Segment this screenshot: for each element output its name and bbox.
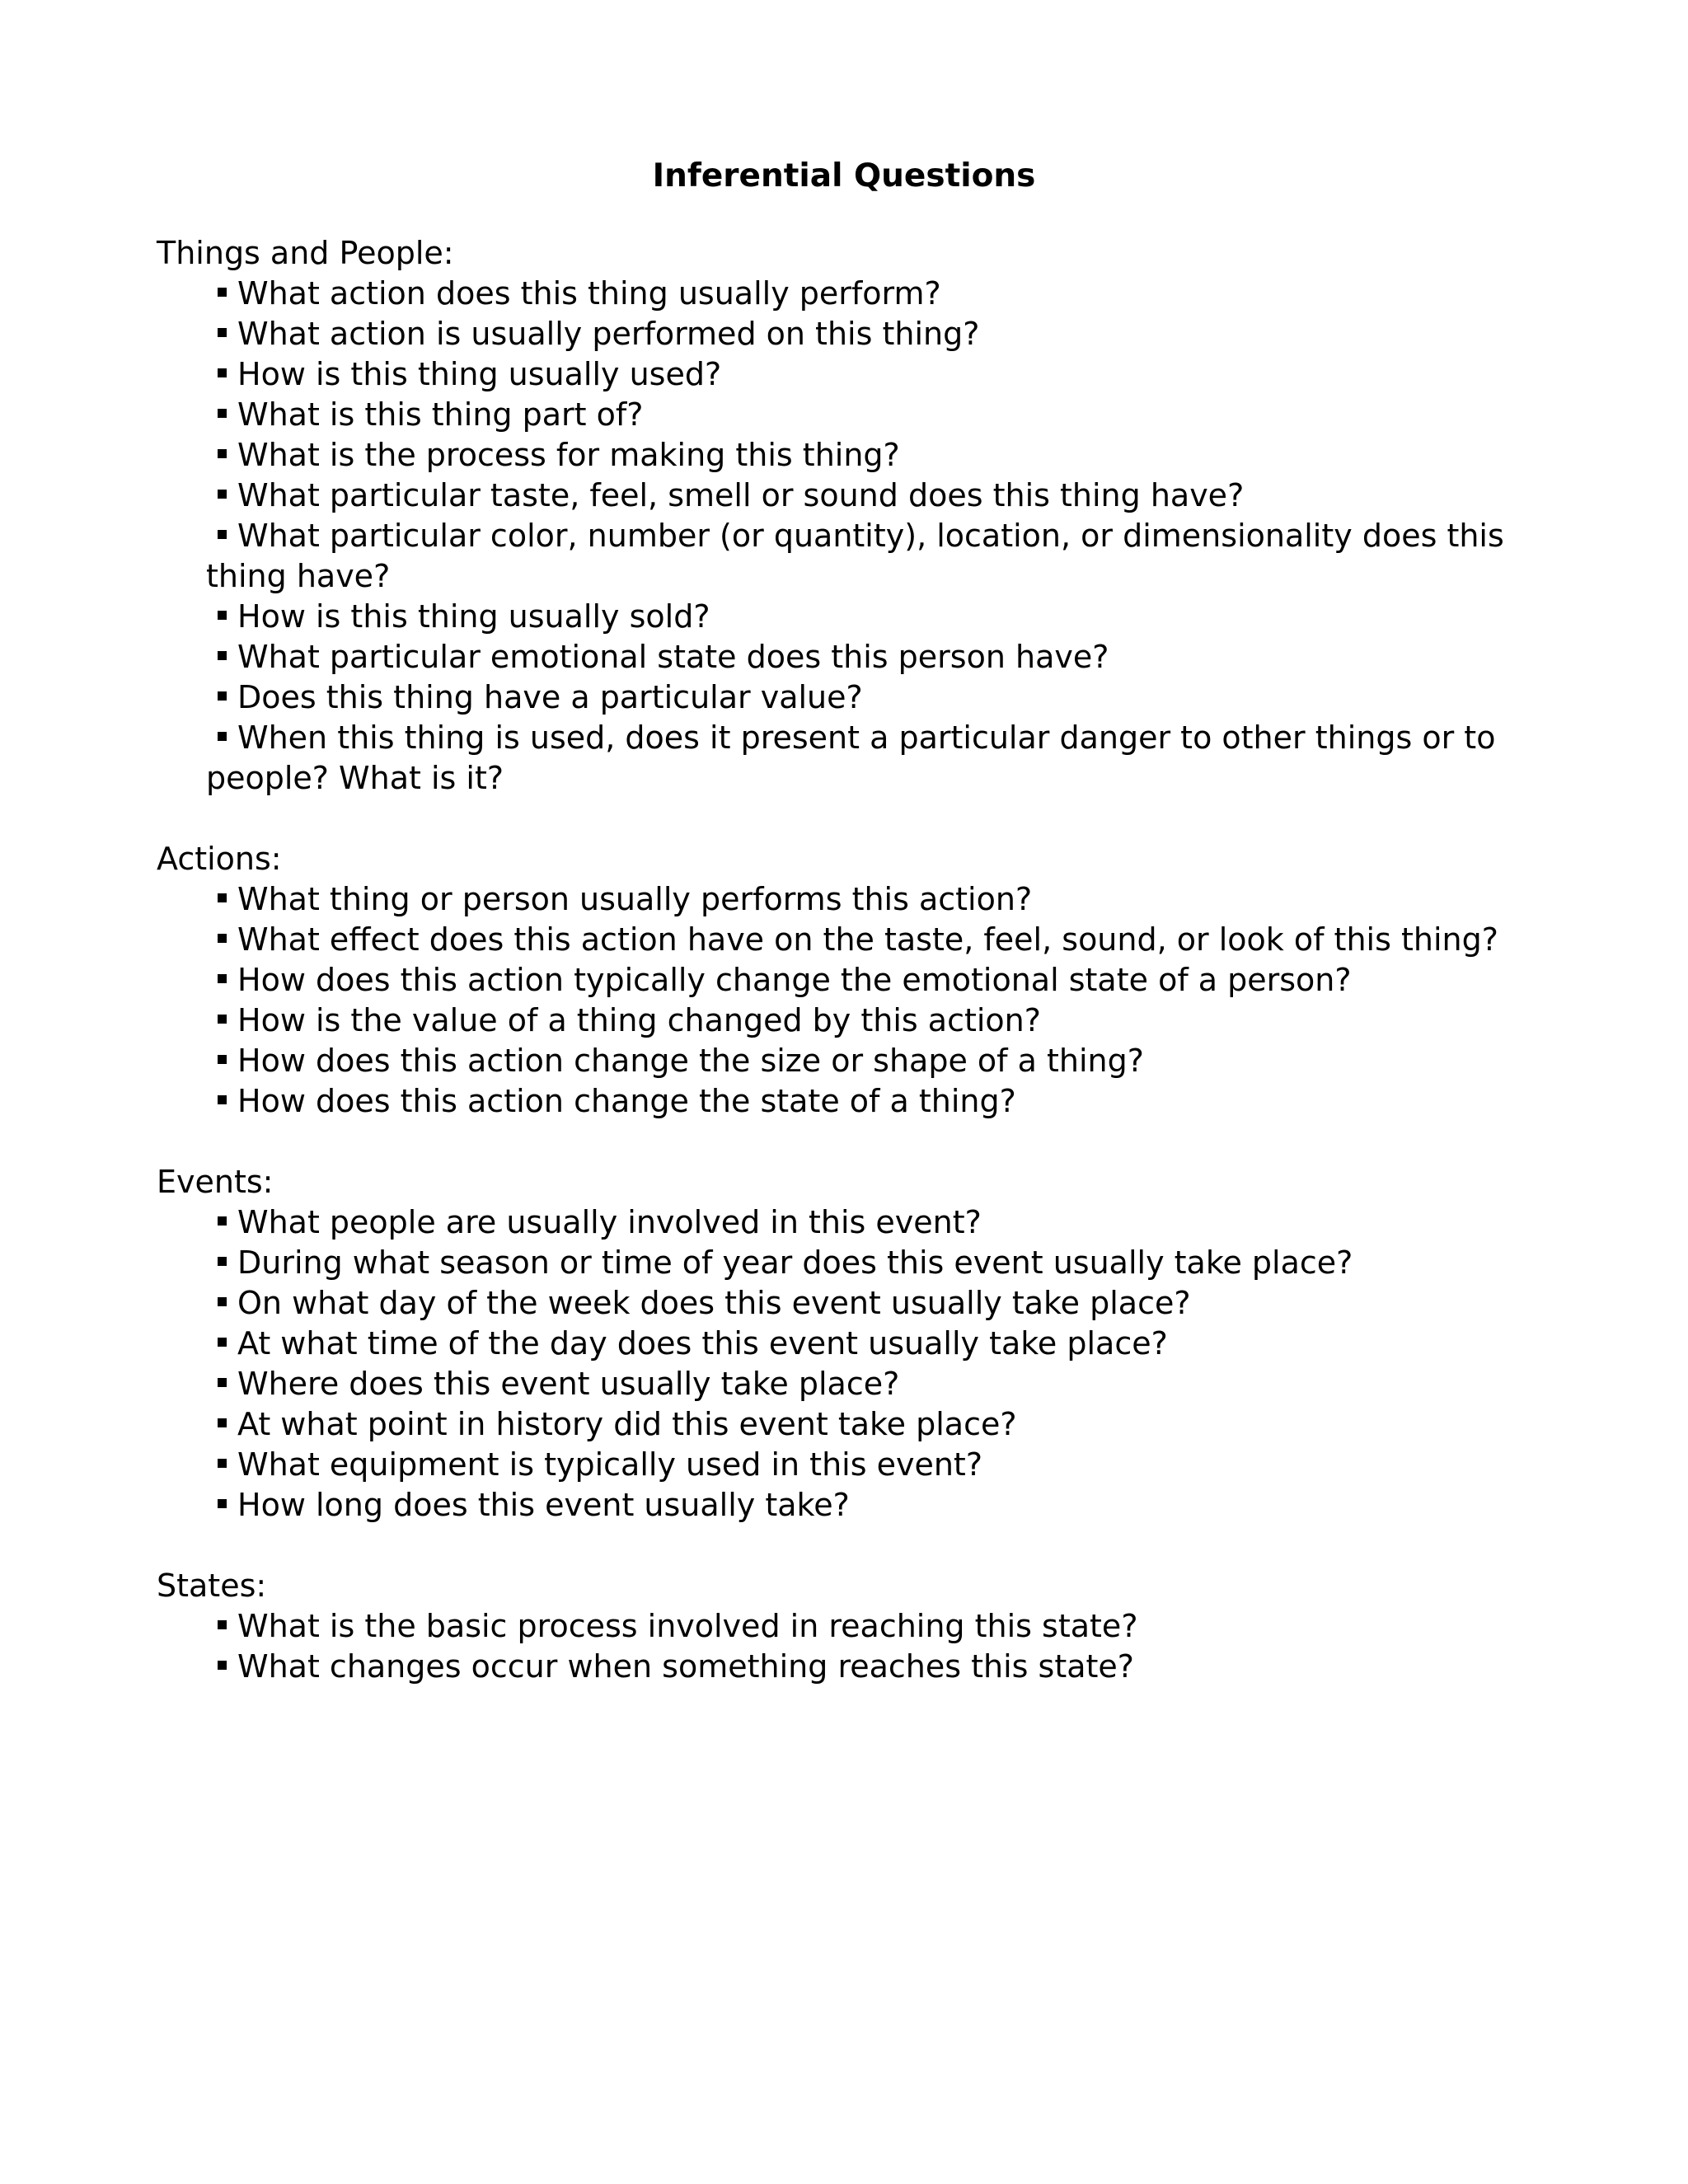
list-item — [206, 1041, 1525, 1081]
square-bullet-icon — [218, 1459, 227, 1468]
question-text: On what day of the week does this event usually take place? — [237, 1285, 1191, 1321]
question-text: What equipment is typically used in this event? — [237, 1446, 983, 1483]
question-text: What is this thing part of? — [237, 396, 644, 433]
question-text: How does this action typically change the emotional state of a person? — [237, 962, 1352, 998]
square-bullet-icon — [218, 1418, 227, 1427]
square-bullet-icon — [218, 409, 227, 418]
question-text: How does this action change the state of a thing? — [237, 1083, 1016, 1119]
question-text: How is the value of a thing changed by this action? — [237, 1002, 1041, 1038]
question-text: What action is usually performed on this thing? — [237, 316, 980, 352]
square-bullet-icon — [218, 1378, 227, 1387]
square-bullet-icon — [218, 1661, 227, 1670]
square-bullet-icon — [218, 1499, 227, 1508]
section-states — [157, 1566, 1525, 1687]
question-text: At what point in history did this event take place? — [237, 1406, 1017, 1442]
question-text: How does this action change the size or shape of a thing? — [237, 1043, 1144, 1079]
list-item — [206, 274, 1525, 314]
section-things-and-people — [157, 233, 1525, 799]
list-item — [206, 395, 1525, 435]
list-item — [206, 1243, 1525, 1283]
question-text: What thing or person usually performs this action? — [237, 881, 1033, 917]
question-text: Where does this event usually take place? — [237, 1366, 900, 1402]
section-actions — [157, 839, 1525, 1122]
list-item — [206, 1001, 1525, 1041]
question-text: What people are usually involved in this event? — [237, 1204, 982, 1240]
square-bullet-icon — [218, 732, 227, 741]
list-item — [206, 1364, 1525, 1404]
list-item — [206, 1404, 1525, 1445]
question-text: How is this thing usually used? — [237, 356, 722, 392]
question-text: What changes occur when something reaches this state? — [237, 1648, 1134, 1685]
section-heading: Things and People: — [157, 235, 454, 271]
section-heading: Events: — [157, 1164, 274, 1200]
square-bullet-icon — [218, 974, 227, 983]
question-text: How long does this event usually take? — [237, 1487, 850, 1523]
list-item — [206, 879, 1525, 920]
square-bullet-icon — [218, 1015, 227, 1024]
question-list — [157, 274, 1525, 799]
square-bullet-icon — [218, 893, 227, 902]
square-bullet-icon — [218, 611, 227, 620]
question-list — [157, 1202, 1525, 1526]
question-text: What is the basic process involved in reaching this state? — [237, 1608, 1138, 1644]
square-bullet-icon — [218, 368, 227, 377]
list-item — [206, 1606, 1525, 1647]
section-heading: Actions: — [157, 841, 282, 877]
square-bullet-icon — [218, 1055, 227, 1064]
square-bullet-icon — [218, 1338, 227, 1347]
section-events — [157, 1162, 1525, 1526]
question-text: What particular color, number (or quantity), location, or dimensionality does this thing have? — [206, 518, 1504, 594]
list-item — [206, 1081, 1525, 1122]
list-item — [206, 637, 1525, 677]
question-text: What action does this thing usually perform? — [237, 275, 941, 312]
question-text: At what time of the day does this event usually take place? — [237, 1325, 1168, 1361]
question-text: How is this thing usually sold? — [237, 598, 710, 635]
square-bullet-icon — [218, 1620, 227, 1629]
question-text: During what season or time of year does this event usually take place? — [237, 1244, 1353, 1281]
square-bullet-icon — [218, 651, 227, 660]
square-bullet-icon — [218, 691, 227, 701]
square-bullet-icon — [218, 490, 227, 499]
list-item — [206, 354, 1525, 395]
section-heading: States: — [157, 1568, 267, 1604]
square-bullet-icon — [218, 328, 227, 337]
list-item — [206, 435, 1525, 476]
square-bullet-icon — [218, 1257, 227, 1266]
list-item — [206, 314, 1525, 354]
question-list — [157, 1606, 1525, 1687]
question-text: What particular taste, feel, smell or sound does this thing have? — [237, 477, 1245, 513]
square-bullet-icon — [218, 1216, 227, 1226]
list-item — [206, 1324, 1525, 1364]
list-item — [206, 1647, 1525, 1687]
square-bullet-icon — [218, 1297, 227, 1306]
list-item — [206, 476, 1525, 516]
list-item — [206, 1485, 1525, 1526]
list-item — [206, 1202, 1525, 1243]
question-text: When this thing is used, does it present a particular danger to other things or to people? What is it? — [206, 719, 1496, 796]
square-bullet-icon — [218, 934, 227, 943]
question-text: Does this thing have a particular value? — [237, 679, 863, 715]
question-list — [157, 879, 1525, 1122]
square-bullet-icon — [218, 1095, 227, 1104]
square-bullet-icon — [218, 530, 227, 539]
list-item — [206, 597, 1525, 637]
square-bullet-icon — [218, 288, 227, 297]
page-title: Inferential Questions — [652, 157, 1036, 194]
list-item — [206, 920, 1525, 960]
list-item — [206, 1283, 1525, 1324]
list-item — [206, 677, 1525, 718]
list-item — [206, 1445, 1525, 1485]
square-bullet-icon — [218, 449, 227, 458]
question-text: What is the process for making this thing? — [237, 437, 900, 473]
question-text: What effect does this action have on the taste, feel, sound, or look of this thing? — [237, 921, 1498, 958]
document-body — [157, 233, 1525, 1727]
list-item — [206, 718, 1525, 799]
list-item — [206, 516, 1525, 597]
question-text: What particular emotional state does this person have? — [237, 639, 1109, 675]
list-item — [206, 960, 1525, 1001]
